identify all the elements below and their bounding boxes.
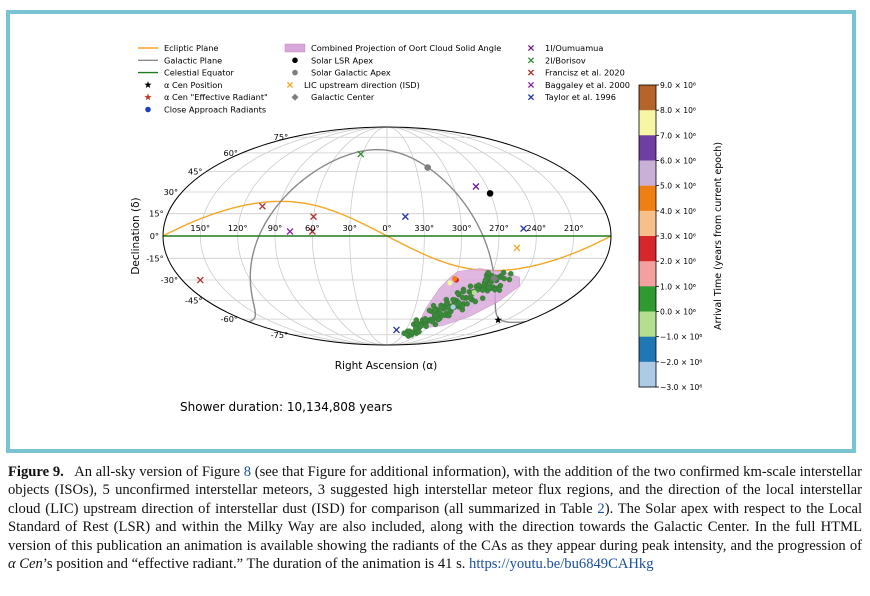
colorbar-tick-label: −1.0 × 10⁶ bbox=[660, 332, 703, 342]
close-approach-radiant bbox=[451, 297, 456, 302]
close-approach-radiant bbox=[423, 316, 428, 321]
dec-tick-label: -45° bbox=[185, 295, 203, 306]
caption-video-link[interactable]: https://youtu.be/bu6849CAHkg bbox=[469, 556, 654, 573]
close-approach-radiant bbox=[446, 313, 451, 318]
legend-label: 1I/Oumuamua bbox=[545, 43, 604, 53]
solar-lsr-apex-marker bbox=[487, 190, 494, 197]
caption-text-2: (see that Figure for additional information), with the addition of the two confirmed km-scale interstellar objects (ISOs), 5 unconfirmed interstellar meteors, 3 suggested high interstellar meteor flux regions, and the direction of the local interstellar cloud (LIC) upstream direction of interstellar dust (ISD) for comparison (all summarized in Table bbox=[8, 464, 862, 517]
legend-x-symbol bbox=[528, 45, 533, 50]
close-approach-radiant bbox=[424, 324, 429, 329]
caption-alpha-cen: α Cen bbox=[8, 556, 43, 573]
colorbar-tick-label: 5.0 × 10⁶ bbox=[660, 181, 696, 191]
legend-item bbox=[528, 55, 586, 65]
legend-x-symbol bbox=[528, 82, 533, 87]
colorbar bbox=[639, 81, 702, 392]
legend-label: Baggaley et al. 2000 bbox=[545, 79, 630, 90]
colorbar-tick-label: −3.0 × 10⁶ bbox=[660, 383, 703, 392]
ra-tick-label: 270° bbox=[489, 223, 509, 233]
colorbar-segment bbox=[639, 186, 656, 212]
solar-galactic-apex-marker bbox=[424, 164, 431, 171]
close-approach-radiant bbox=[427, 308, 432, 313]
dec-tick-label: 60° bbox=[223, 147, 238, 158]
legend-label: α Cen "Effective Radiant" bbox=[164, 92, 268, 103]
colorbar-tick-label: 4.0 × 10⁶ bbox=[660, 206, 696, 216]
ra-tick-label: 210° bbox=[563, 223, 584, 233]
legend-label: α Cen Position bbox=[164, 79, 223, 90]
close-approach-radiant bbox=[434, 314, 439, 319]
close-approach-radiant bbox=[487, 285, 492, 290]
legend-item bbox=[528, 43, 603, 53]
colorbar-tick-label: 1.0 × 10⁶ bbox=[660, 282, 696, 292]
figure-caption bbox=[8, 463, 862, 573]
colorbar-segment bbox=[639, 362, 656, 388]
legend-item bbox=[528, 80, 630, 90]
legend-item bbox=[528, 92, 616, 102]
close-approach-radiant bbox=[441, 313, 446, 318]
close-approach-radiant bbox=[461, 289, 466, 294]
legend-label: 2I/Borisov bbox=[545, 55, 586, 66]
ra-tick-label: 240° bbox=[526, 223, 547, 233]
close-approach-radiant bbox=[465, 301, 470, 306]
colorbar-tick-label: 9.0 × 10⁶ bbox=[660, 81, 696, 90]
dec-tick-label: -60° bbox=[220, 314, 238, 325]
legend-x-symbol bbox=[528, 95, 533, 100]
legend-item bbox=[145, 105, 266, 115]
colorbar-tick-label: 6.0 × 10⁶ bbox=[660, 156, 696, 166]
ra-tick-label: 330° bbox=[414, 223, 435, 233]
close-approach-radiant bbox=[447, 280, 452, 285]
legend-item bbox=[144, 92, 267, 102]
shower-duration: Shower duration: 10,134,808 years bbox=[180, 400, 393, 414]
legend-x-symbol bbox=[287, 82, 292, 87]
colorbar-tick-label: 3.0 × 10⁶ bbox=[660, 232, 696, 241]
legend-item bbox=[528, 68, 624, 78]
colorbar-segment bbox=[639, 236, 656, 262]
colorbar-segment bbox=[639, 85, 656, 111]
close-approach-radiant bbox=[468, 284, 473, 289]
close-approach-radiant bbox=[472, 290, 477, 295]
legend-item bbox=[292, 92, 375, 102]
close-approach-radiant bbox=[432, 307, 437, 312]
caption-table-link[interactable]: 2 bbox=[597, 500, 605, 517]
dec-tick-label: 30° bbox=[163, 187, 179, 197]
caption-text-4: ’s position and “effective radiant.” The duration of the animation is 41 s. bbox=[42, 556, 470, 573]
legend-label: Ecliptic Plane bbox=[164, 43, 219, 53]
caption-figure-link[interactable]: 8 bbox=[243, 464, 252, 480]
close-approach-radiant bbox=[473, 299, 478, 304]
legend-label: Galactic Center bbox=[311, 92, 375, 103]
colorbar-tick-label: 2.0 × 10⁶ bbox=[660, 257, 696, 267]
close-approach-radiant bbox=[497, 288, 502, 293]
colorbar-tick-label: 8.0 × 10⁶ bbox=[660, 106, 696, 116]
legend-x-symbol bbox=[528, 58, 533, 63]
close-approach-radiant bbox=[502, 276, 507, 281]
dec-tick-label: 75° bbox=[273, 132, 289, 143]
dec-tick-label: 15° bbox=[149, 208, 164, 219]
ra-tick-label: 120° bbox=[227, 223, 248, 233]
legend-item bbox=[138, 55, 222, 65]
close-approach-radiant bbox=[501, 270, 506, 275]
close-approach-radiant bbox=[409, 330, 414, 335]
colorbar-segment bbox=[639, 211, 656, 237]
dec-tick-label: -15° bbox=[146, 253, 164, 264]
colorbar-segment bbox=[639, 312, 656, 338]
colorbar-tick-label: 7.0 × 10⁶ bbox=[660, 131, 696, 141]
legend-item bbox=[144, 80, 222, 90]
legend-label: Celestial Equator bbox=[164, 67, 234, 78]
colorbar-tick-label: −2.0 × 10⁶ bbox=[660, 357, 703, 367]
legend-x-symbol bbox=[528, 70, 533, 75]
colorbar-label: Arrival Time (years from current epoch) bbox=[713, 141, 724, 331]
close-approach-radiant bbox=[445, 300, 450, 305]
legend-label: Galactic Plane bbox=[164, 55, 223, 66]
close-approach-radiant bbox=[439, 305, 444, 310]
close-approach-radiant bbox=[452, 276, 457, 281]
caption-figure-label: Figure 9. bbox=[8, 464, 64, 480]
close-approach-radiant bbox=[483, 277, 488, 282]
close-approach-radiant bbox=[486, 270, 491, 275]
close-approach-radiant bbox=[451, 304, 456, 309]
ra-tick-label: 300° bbox=[451, 223, 472, 233]
ra-tick-label: 60° bbox=[305, 223, 320, 233]
close-approach-radiant bbox=[460, 295, 465, 300]
x-axis-label: Right Ascension (α) bbox=[334, 360, 438, 372]
legend-label: Francisz et al. 2020 bbox=[545, 67, 625, 78]
legend-item bbox=[292, 55, 373, 65]
legend-label: Close Approach Radiants bbox=[164, 104, 267, 115]
legend-item bbox=[287, 80, 419, 90]
ra-tick-label: 0° bbox=[382, 223, 392, 233]
legend-item bbox=[138, 43, 218, 53]
ra-tick-label: 90° bbox=[267, 223, 283, 233]
dec-tick-label: 0° bbox=[149, 231, 159, 241]
close-approach-radiant bbox=[430, 319, 435, 324]
legend-label: Taylor et al. 1996 bbox=[545, 92, 616, 103]
legend bbox=[138, 43, 630, 115]
y-axis-label: Declination (δ) bbox=[130, 197, 142, 275]
legend-item bbox=[138, 68, 235, 78]
colorbar-segment bbox=[639, 135, 656, 161]
ra-tick-label: 30° bbox=[342, 223, 357, 233]
close-approach-radiant bbox=[507, 277, 512, 282]
close-approach-radiant bbox=[457, 301, 462, 306]
legend-item bbox=[292, 68, 391, 78]
colorbar-segment bbox=[639, 110, 656, 136]
legend-item bbox=[285, 43, 501, 53]
colorbar-tick-label: 0.0 × 10⁶ bbox=[660, 307, 696, 317]
close-approach-radiant bbox=[492, 287, 497, 292]
close-approach-radiant bbox=[508, 271, 513, 276]
close-approach-radiant bbox=[480, 296, 485, 301]
close-approach-radiant bbox=[480, 288, 485, 293]
close-approach-radiant bbox=[418, 323, 423, 328]
close-approach-radiant bbox=[414, 317, 419, 322]
colorbar-segment bbox=[639, 161, 656, 187]
legend-label: Solar Galactic Apex bbox=[311, 67, 391, 78]
legend-label: Combined Projection of Oort Cloud Solid Angle bbox=[311, 43, 502, 53]
colorbar-segment bbox=[639, 286, 656, 312]
legend-label: LIC upstream direction (ISD) bbox=[304, 79, 420, 90]
close-approach-radiant bbox=[476, 283, 481, 288]
close-approach-radiant bbox=[416, 329, 421, 334]
caption-text-3: ). The Solar apex with respect to the Local Standard of Rest (LSR) and within the Milky Way are also included, along with the direction towards the Galactic Center. In the full HTML version of this publication an animation is available showing the radiants of the CAs as they appear during peak intensity, and the progression of bbox=[8, 500, 863, 554]
colorbar-segment bbox=[639, 337, 656, 363]
colorbar-segment bbox=[639, 261, 656, 287]
close-approach-radiant bbox=[456, 291, 461, 296]
dec-tick-label: -30° bbox=[160, 275, 179, 285]
legend-label: Solar LSR Apex bbox=[311, 55, 374, 66]
ra-tick-label: 150° bbox=[190, 223, 211, 233]
dec-tick-label: -75° bbox=[270, 329, 289, 340]
caption-text-1: An all-sky version of Figure bbox=[74, 464, 244, 480]
dec-tick-label: 45° bbox=[187, 166, 203, 177]
